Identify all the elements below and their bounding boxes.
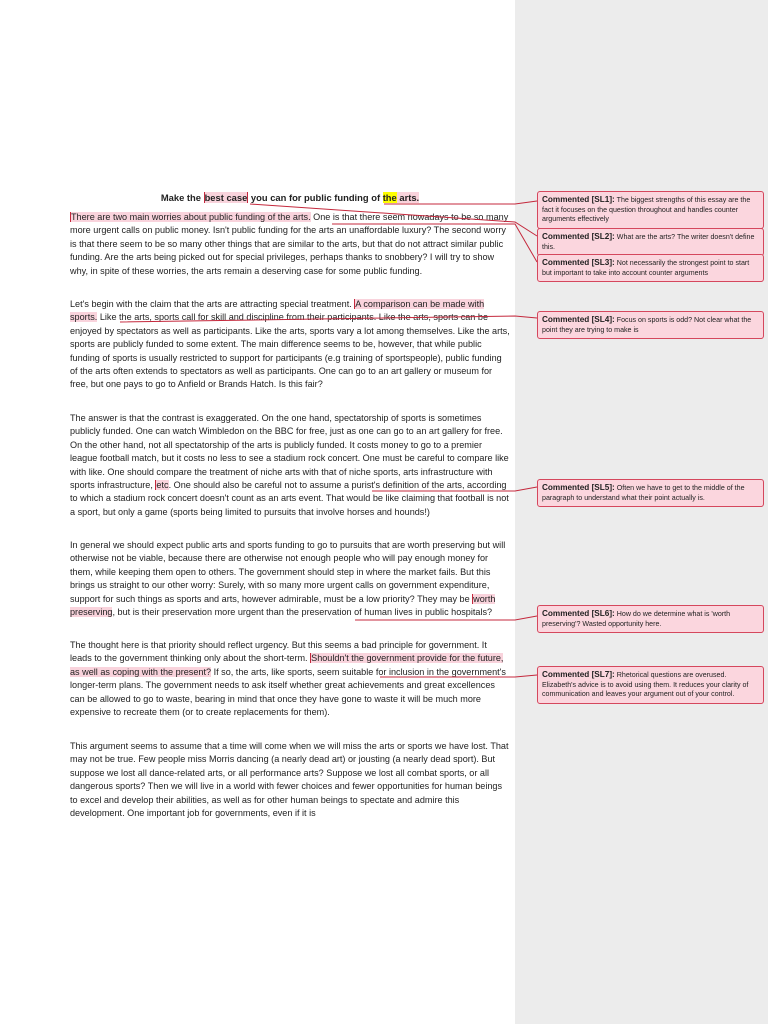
- title-anchor-arts[interactable]: arts.: [396, 192, 420, 203]
- paragraph-6: This argument seems to assume that a time will come when we will miss the arts or sports we have lost. That may not be true. Few people miss Morris dancing (a nearly dead art) or jousting (a nearly dead sport). But suppose we lost all dance-related arts, or all performance arts? Suppose we lost all combat sports, or all dangerous sports? Then we will live in a world with fewer choices and fewer opportunities for human beings to excel and develop their abilities, as well as for other human beings to spectate and admire this development. One important job for governments, even if it is: [70, 741, 509, 819]
- comment-label: Commented [SL3]:: [542, 258, 615, 267]
- comment-text: The biggest strengths of this essay are the fact it focuses on the question throughout and handles counter arguments effectively: [542, 196, 751, 224]
- comment-text: Rhetorical questions are overused. Elizabeth's advice is to avoid using them. It reduces your clarity of communication and leaves your argument out of your control.: [542, 671, 749, 699]
- essay-title: Make the best case you can for public funding of the arts.: [160, 192, 420, 203]
- comment-sl2[interactable]: [537, 228, 764, 256]
- comment-anchor-sl3[interactable]: There are two main worries about public funding of the arts.: [71, 212, 311, 222]
- comment-label: Commented [SL4]:: [542, 315, 615, 324]
- comment-text: What are the arts? The writer doesn't define this.: [542, 233, 755, 251]
- comment-anchor-sl7[interactable]: Shouldn't the government provide for the future, as well as coping with the present?: [70, 653, 504, 677]
- comment-text: Focus on sports is odd? Not clear what the point they are trying to make is: [542, 316, 752, 334]
- paragraph-3: The answer is that the contrast is exaggerated. On the one hand, spectatorship of sports is sometimes publicly funded. One can watch Wimbledon on the BBC for free, just as one can go to an art gallery for free. On the other hand, not all spectatorship of the arts is publicly funded. It costs money to go to a premier league football match, but it costs no less to see a stadium rock concert. One must be careful to compare like with like. One should compare the treatment of niche arts with that of niche sports, arts infrastructure with sports infrastructure, etc. One should also be careful not to assume a purist's definition of the arts, according to which a stadium rock concert doesn't count as an arts event. That would be like claiming that football is not a sport, but only a game (sports being limited to pursuits that involve horses and hounds!): [70, 413, 509, 517]
- comment-text: Often we have to get to the middle of the paragraph to understand what their point actually is.: [542, 484, 745, 502]
- paragraph-5: The thought here is that priority should reflect urgency. But this seems a bad principle for government. It leads to the government thinking only about the short-term. Shouldn't the government provide for the future, as well as coping with the present? If so, the arts, like sports, seem suitable for inclusion in the government's longer-term plans. The government needs to ask itself whether great achievements and great excellences can be allowed to go to waste, bearing in mind that once they have gone to waste it will be much more expensive to recreate them (or to create replacements for them).: [70, 640, 506, 718]
- comment-sl5[interactable]: [537, 479, 764, 507]
- paragraph-1: There are two main worries about public funding of the arts. One is that there seem nowadays to be so many more urgent calls on public money. Isn't public funding for the arts an unaffordable luxury? The second worry is that there seem to be so many other things that are similar to the arts, but that do not attract similar public funding. Are the arts being picked out for special privileges, perhaps thanks to snobbery? I will try to show why, in spite of these worries, the arts remain a deserving case for some public funding.: [70, 212, 509, 276]
- comment-label: Commented [SL7]:: [542, 670, 615, 679]
- comment-label: Commented [SL1]:: [542, 195, 615, 204]
- comment-anchor-sl6[interactable]: worth preserving: [70, 593, 496, 618]
- comment-sl7[interactable]: [537, 666, 764, 704]
- title-anchor-best-case[interactable]: best case: [204, 192, 248, 203]
- paragraph-2: Let's begin with the claim that the arts are attracting special treatment. A comparison can be made with sports. Like the arts, sports call for skill and discipline from their participants. Like the arts, sports can be enjoyed by spectators as well as participants. Like the arts, sports vary a lot among themselves. Like the arts, sports are publicly funded to some extent. The main difference seems to be, however, that while public funding of sports is usually restricted to support for participants (e.g training of sportspeople), public funding of the arts often extends to spectators as well as participants. One can go to an art gallery or museum for free, but one pays to go to Anfield or Brands Hatch. Is this fair?: [70, 299, 510, 390]
- comment-sl4[interactable]: [537, 311, 764, 339]
- title-anchor-the[interactable]: the: [382, 192, 397, 203]
- paragraph-4: In general we should expect public arts and sports funding to go to pursuits that are worth preserving but will otherwise not be viable, because there are otherwise not enough people who will pay enough money for them, while keeping them open to others. The government should step in where the market fails. But this brings us straight to our other worry: Surely, with so many more urgent calls on government expenditure, support for such things as sports and arts, however admirable, must be a low priority? They may be worth preserving, but is their preservation more urgent than the preservation of human lives in public hospitals?: [70, 540, 506, 618]
- comment-label: Commented [SL2]:: [542, 232, 615, 241]
- comment-sl3[interactable]: [537, 254, 764, 282]
- comment-text: How do we determine what is 'worth preserving'? Wasted opportunity here.: [542, 610, 731, 628]
- comment-sl1[interactable]: [537, 191, 764, 229]
- comment-anchor-sl5[interactable]: etc: [156, 480, 169, 491]
- comment-label: Commented [SL5]:: [542, 483, 615, 492]
- comment-sl6[interactable]: [537, 605, 764, 633]
- comment-text: Not necessarily the strongest point to start but important to take into account counter arguments: [542, 259, 750, 277]
- comments-pane: [515, 0, 768, 1024]
- comment-label: Commented [SL6]:: [542, 609, 615, 618]
- comment-anchor-sl4[interactable]: A comparison can be made with sports.: [70, 299, 485, 323]
